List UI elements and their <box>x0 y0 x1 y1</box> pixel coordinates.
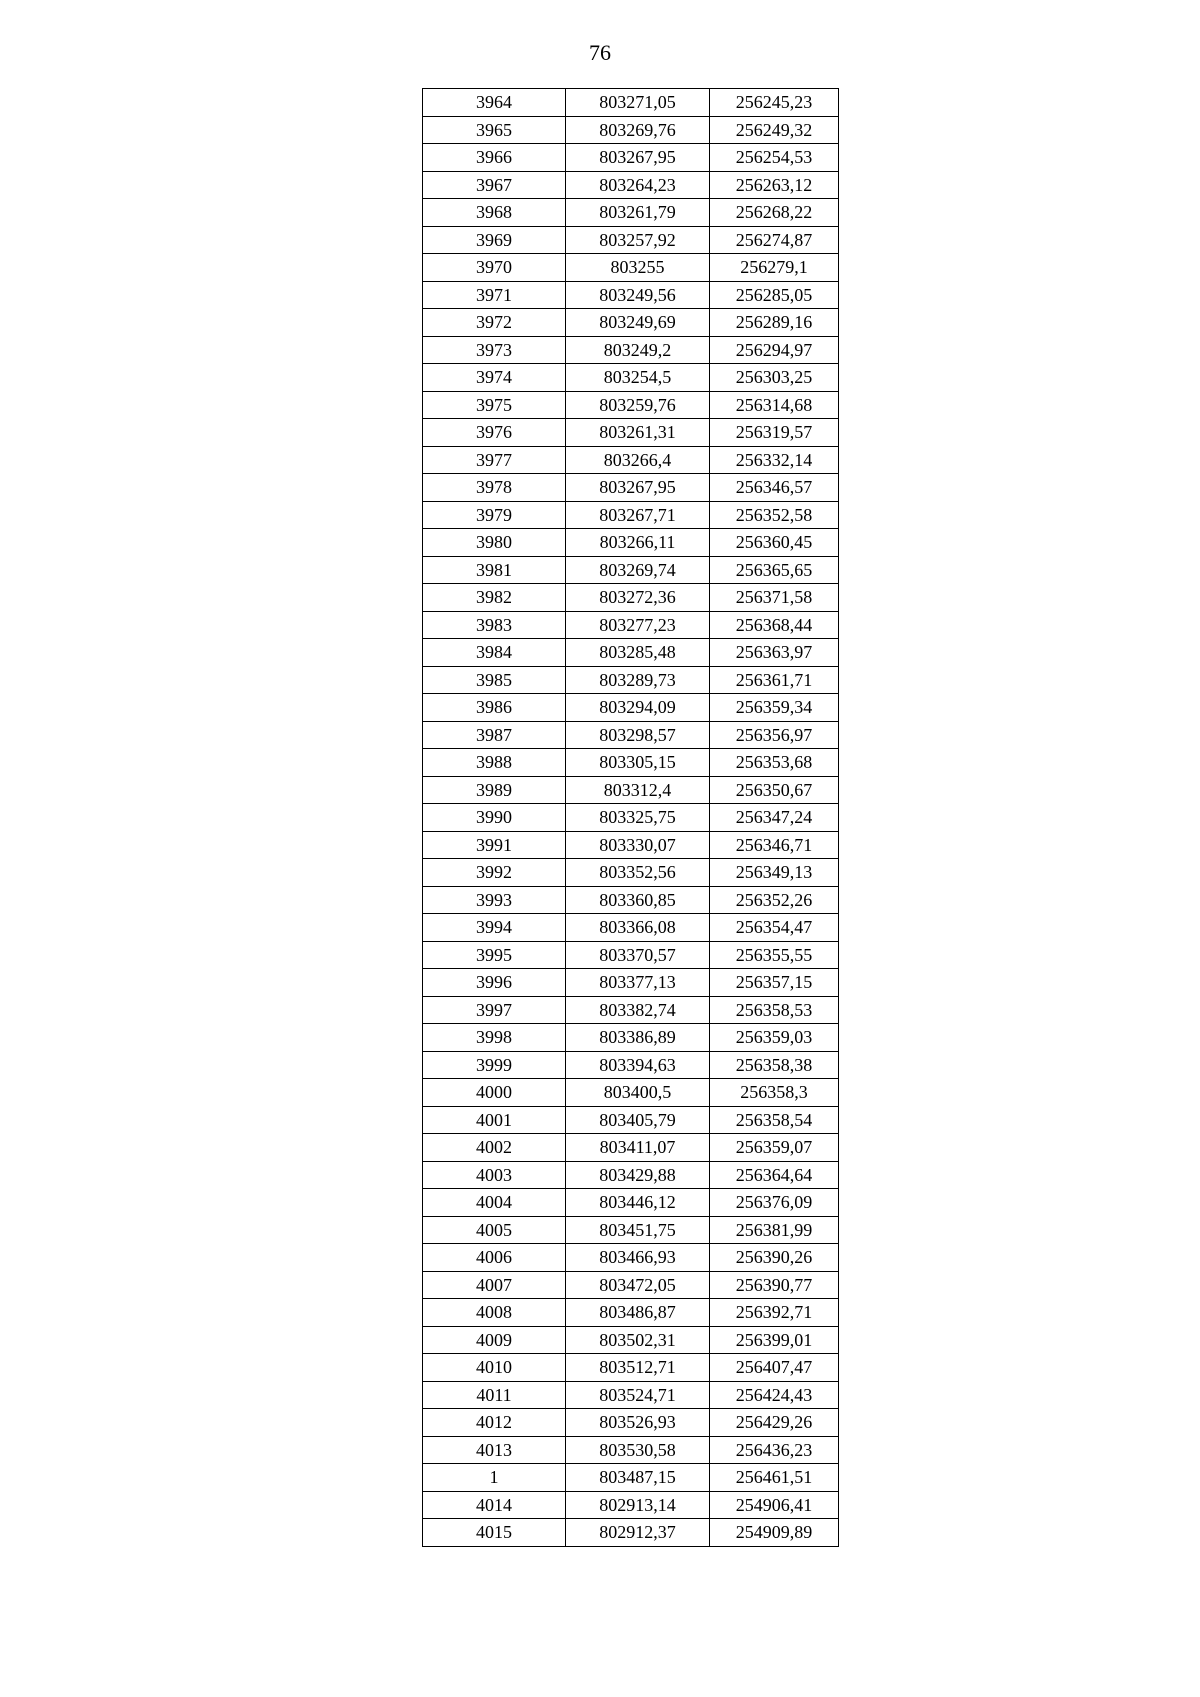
table-row <box>423 171 839 199</box>
y-coordinate-cell: 256407,47 <box>710 1354 839 1382</box>
table-row <box>423 1436 839 1464</box>
x-coordinate-cell: 803366,08 <box>566 914 710 942</box>
x-coordinate-cell: 803411,07 <box>566 1134 710 1162</box>
x-coordinate-cell: 803289,73 <box>566 666 710 694</box>
x-coordinate-cell: 803394,63 <box>566 1051 710 1079</box>
x-coordinate-cell: 803269,76 <box>566 116 710 144</box>
y-coordinate-cell: 256390,77 <box>710 1271 839 1299</box>
y-coordinate-cell: 256314,68 <box>710 391 839 419</box>
point-number-cell: 4011 <box>423 1381 566 1409</box>
point-number-cell: 3980 <box>423 529 566 557</box>
point-number-cell: 3967 <box>423 171 566 199</box>
table-row <box>423 309 839 337</box>
y-coordinate-cell: 256381,99 <box>710 1216 839 1244</box>
table-row <box>423 776 839 804</box>
point-number-cell: 3976 <box>423 419 566 447</box>
y-coordinate-cell: 256254,53 <box>710 144 839 172</box>
table-row <box>423 639 839 667</box>
y-coordinate-cell: 256360,45 <box>710 529 839 557</box>
point-number-cell: 3984 <box>423 639 566 667</box>
x-coordinate-cell: 803257,92 <box>566 226 710 254</box>
point-number-cell: 3975 <box>423 391 566 419</box>
point-number-cell: 3981 <box>423 556 566 584</box>
x-coordinate-cell: 803377,13 <box>566 969 710 997</box>
table-row <box>423 226 839 254</box>
point-number-cell: 3964 <box>423 89 566 117</box>
table-row <box>423 859 839 887</box>
y-coordinate-cell: 256359,07 <box>710 1134 839 1162</box>
table-row <box>423 446 839 474</box>
y-coordinate-cell: 256424,43 <box>710 1381 839 1409</box>
y-coordinate-cell: 256365,65 <box>710 556 839 584</box>
table-row <box>423 336 839 364</box>
table-row <box>423 694 839 722</box>
y-coordinate-cell: 256364,64 <box>710 1161 839 1189</box>
table-row <box>423 556 839 584</box>
point-number-cell: 3972 <box>423 309 566 337</box>
x-coordinate-cell: 803305,15 <box>566 749 710 777</box>
y-coordinate-cell: 256361,71 <box>710 666 839 694</box>
table-row <box>423 1024 839 1052</box>
y-coordinate-cell: 256390,26 <box>710 1244 839 1272</box>
point-number-cell: 3999 <box>423 1051 566 1079</box>
table-row <box>423 89 839 117</box>
point-number-cell: 3983 <box>423 611 566 639</box>
x-coordinate-cell: 803472,05 <box>566 1271 710 1299</box>
x-coordinate-cell: 803285,48 <box>566 639 710 667</box>
table-row <box>423 474 839 502</box>
point-number-cell: 3982 <box>423 584 566 612</box>
table-row <box>423 281 839 309</box>
point-number-cell: 4014 <box>423 1491 566 1519</box>
table-row <box>423 1161 839 1189</box>
point-number-cell: 4006 <box>423 1244 566 1272</box>
table-row <box>423 914 839 942</box>
point-number-cell: 3990 <box>423 804 566 832</box>
point-number-cell: 3992 <box>423 859 566 887</box>
x-coordinate-cell: 803386,89 <box>566 1024 710 1052</box>
table-row <box>423 1409 839 1437</box>
x-coordinate-cell: 803487,15 <box>566 1464 710 1492</box>
x-coordinate-cell: 803360,85 <box>566 886 710 914</box>
table-row <box>423 831 839 859</box>
x-coordinate-cell: 803312,4 <box>566 776 710 804</box>
x-coordinate-cell: 803269,74 <box>566 556 710 584</box>
y-coordinate-cell: 254906,41 <box>710 1491 839 1519</box>
point-number-cell: 3998 <box>423 1024 566 1052</box>
y-coordinate-cell: 256358,3 <box>710 1079 839 1107</box>
point-number-cell: 4008 <box>423 1299 566 1327</box>
y-coordinate-cell: 256358,38 <box>710 1051 839 1079</box>
point-number-cell: 3996 <box>423 969 566 997</box>
point-number-cell: 3969 <box>423 226 566 254</box>
table-row <box>423 721 839 749</box>
table-row <box>423 886 839 914</box>
x-coordinate-cell: 803255 <box>566 254 710 282</box>
table-row <box>423 391 839 419</box>
x-coordinate-cell: 803325,75 <box>566 804 710 832</box>
table-row <box>423 364 839 392</box>
x-coordinate-cell: 803254,5 <box>566 364 710 392</box>
x-coordinate-cell: 803277,23 <box>566 611 710 639</box>
x-coordinate-cell: 803249,69 <box>566 309 710 337</box>
y-coordinate-cell: 256347,24 <box>710 804 839 832</box>
y-coordinate-cell: 256319,57 <box>710 419 839 447</box>
y-coordinate-cell: 256368,44 <box>710 611 839 639</box>
table-row <box>423 1134 839 1162</box>
y-coordinate-cell: 256349,13 <box>710 859 839 887</box>
table-row <box>423 1299 839 1327</box>
point-number-cell: 3988 <box>423 749 566 777</box>
table-row <box>423 584 839 612</box>
table-row <box>423 199 839 227</box>
y-coordinate-cell: 256294,97 <box>710 336 839 364</box>
y-coordinate-cell: 256359,34 <box>710 694 839 722</box>
y-coordinate-cell: 256285,05 <box>710 281 839 309</box>
point-number-cell: 3994 <box>423 914 566 942</box>
y-coordinate-cell: 254909,89 <box>710 1519 839 1547</box>
point-number-cell: 4010 <box>423 1354 566 1382</box>
table-row <box>423 254 839 282</box>
x-coordinate-cell: 803272,36 <box>566 584 710 612</box>
point-number-cell: 3979 <box>423 501 566 529</box>
x-coordinate-cell: 803530,58 <box>566 1436 710 1464</box>
y-coordinate-cell: 256353,68 <box>710 749 839 777</box>
x-coordinate-cell: 803429,88 <box>566 1161 710 1189</box>
table-row <box>423 996 839 1024</box>
table-row <box>423 419 839 447</box>
point-number-cell: 4001 <box>423 1106 566 1134</box>
y-coordinate-cell: 256350,67 <box>710 776 839 804</box>
x-coordinate-cell: 803266,11 <box>566 529 710 557</box>
y-coordinate-cell: 256355,55 <box>710 941 839 969</box>
x-coordinate-cell: 803466,93 <box>566 1244 710 1272</box>
x-coordinate-cell: 802913,14 <box>566 1491 710 1519</box>
point-number-cell: 4000 <box>423 1079 566 1107</box>
point-number-cell: 3989 <box>423 776 566 804</box>
table-row <box>423 969 839 997</box>
y-coordinate-cell: 256289,16 <box>710 309 839 337</box>
point-number-cell: 3987 <box>423 721 566 749</box>
table-row <box>423 1051 839 1079</box>
page-number: 76 <box>589 40 611 65</box>
table-row <box>423 1106 839 1134</box>
x-coordinate-cell: 803451,75 <box>566 1216 710 1244</box>
x-coordinate-cell: 803526,93 <box>566 1409 710 1437</box>
x-coordinate-cell: 803400,5 <box>566 1079 710 1107</box>
table-row <box>423 1271 839 1299</box>
y-coordinate-cell: 256346,71 <box>710 831 839 859</box>
table-row <box>423 1491 839 1519</box>
y-coordinate-cell: 256303,25 <box>710 364 839 392</box>
x-coordinate-cell: 803330,07 <box>566 831 710 859</box>
point-number-cell: 3973 <box>423 336 566 364</box>
point-number-cell: 3970 <box>423 254 566 282</box>
point-number-cell: 3991 <box>423 831 566 859</box>
x-coordinate-cell: 803524,71 <box>566 1381 710 1409</box>
point-number-cell: 4015 <box>423 1519 566 1547</box>
y-coordinate-cell: 256461,51 <box>710 1464 839 1492</box>
point-number-cell: 1 <box>423 1464 566 1492</box>
x-coordinate-cell: 803352,56 <box>566 859 710 887</box>
table-row <box>423 144 839 172</box>
table-row <box>423 529 839 557</box>
y-coordinate-cell: 256354,47 <box>710 914 839 942</box>
y-coordinate-cell: 256363,97 <box>710 639 839 667</box>
point-number-cell: 4009 <box>423 1326 566 1354</box>
x-coordinate-cell: 803259,76 <box>566 391 710 419</box>
table-row <box>423 501 839 529</box>
x-coordinate-cell: 803267,71 <box>566 501 710 529</box>
y-coordinate-cell: 256376,09 <box>710 1189 839 1217</box>
x-coordinate-cell: 802912,37 <box>566 1519 710 1547</box>
y-coordinate-cell: 256274,87 <box>710 226 839 254</box>
coordinates-table <box>422 88 839 1547</box>
y-coordinate-cell: 256429,26 <box>710 1409 839 1437</box>
point-number-cell: 4005 <box>423 1216 566 1244</box>
x-coordinate-cell: 803405,79 <box>566 1106 710 1134</box>
y-coordinate-cell: 256357,15 <box>710 969 839 997</box>
x-coordinate-cell: 803271,05 <box>566 89 710 117</box>
point-number-cell: 3985 <box>423 666 566 694</box>
point-number-cell: 3993 <box>423 886 566 914</box>
table-row <box>423 1381 839 1409</box>
y-coordinate-cell: 256392,71 <box>710 1299 839 1327</box>
y-coordinate-cell: 256436,23 <box>710 1436 839 1464</box>
point-number-cell: 3997 <box>423 996 566 1024</box>
table-row <box>423 666 839 694</box>
table-row <box>423 1464 839 1492</box>
point-number-cell: 4012 <box>423 1409 566 1437</box>
y-coordinate-cell: 256332,14 <box>710 446 839 474</box>
table-row <box>423 1244 839 1272</box>
y-coordinate-cell: 256371,58 <box>710 584 839 612</box>
table-row <box>423 611 839 639</box>
x-coordinate-cell: 803267,95 <box>566 474 710 502</box>
point-number-cell: 3986 <box>423 694 566 722</box>
point-number-cell: 4004 <box>423 1189 566 1217</box>
x-coordinate-cell: 803264,23 <box>566 171 710 199</box>
point-number-cell: 3995 <box>423 941 566 969</box>
point-number-cell: 4007 <box>423 1271 566 1299</box>
y-coordinate-cell: 256358,53 <box>710 996 839 1024</box>
x-coordinate-cell: 803298,57 <box>566 721 710 749</box>
x-coordinate-cell: 803446,12 <box>566 1189 710 1217</box>
x-coordinate-cell: 803486,87 <box>566 1299 710 1327</box>
y-coordinate-cell: 256245,23 <box>710 89 839 117</box>
x-coordinate-cell: 803249,56 <box>566 281 710 309</box>
x-coordinate-cell: 803512,71 <box>566 1354 710 1382</box>
coordinates-table-body <box>423 89 839 1547</box>
x-coordinate-cell: 803370,57 <box>566 941 710 969</box>
x-coordinate-cell: 803382,74 <box>566 996 710 1024</box>
y-coordinate-cell: 256346,57 <box>710 474 839 502</box>
y-coordinate-cell: 256352,58 <box>710 501 839 529</box>
y-coordinate-cell: 256268,22 <box>710 199 839 227</box>
table-row <box>423 749 839 777</box>
point-number-cell: 4002 <box>423 1134 566 1162</box>
y-coordinate-cell: 256356,97 <box>710 721 839 749</box>
y-coordinate-cell: 256279,1 <box>710 254 839 282</box>
point-number-cell: 3971 <box>423 281 566 309</box>
table-row <box>423 941 839 969</box>
point-number-cell: 3965 <box>423 116 566 144</box>
table-row <box>423 1326 839 1354</box>
point-number-cell: 3977 <box>423 446 566 474</box>
y-coordinate-cell: 256352,26 <box>710 886 839 914</box>
y-coordinate-cell: 256399,01 <box>710 1326 839 1354</box>
table-row <box>423 1216 839 1244</box>
table-row <box>423 116 839 144</box>
y-coordinate-cell: 256249,32 <box>710 116 839 144</box>
point-number-cell: 4003 <box>423 1161 566 1189</box>
point-number-cell: 3974 <box>423 364 566 392</box>
x-coordinate-cell: 803266,4 <box>566 446 710 474</box>
x-coordinate-cell: 803261,79 <box>566 199 710 227</box>
point-number-cell: 4013 <box>423 1436 566 1464</box>
x-coordinate-cell: 803267,95 <box>566 144 710 172</box>
y-coordinate-cell: 256263,12 <box>710 171 839 199</box>
y-coordinate-cell: 256359,03 <box>710 1024 839 1052</box>
table-row <box>423 1519 839 1547</box>
point-number-cell: 3968 <box>423 199 566 227</box>
table-row <box>423 1189 839 1217</box>
table-row <box>423 1079 839 1107</box>
x-coordinate-cell: 803502,31 <box>566 1326 710 1354</box>
table-row <box>423 1354 839 1382</box>
table-row <box>423 804 839 832</box>
x-coordinate-cell: 803261,31 <box>566 419 710 447</box>
x-coordinate-cell: 803294,09 <box>566 694 710 722</box>
point-number-cell: 3978 <box>423 474 566 502</box>
y-coordinate-cell: 256358,54 <box>710 1106 839 1134</box>
point-number-cell: 3966 <box>423 144 566 172</box>
x-coordinate-cell: 803249,2 <box>566 336 710 364</box>
